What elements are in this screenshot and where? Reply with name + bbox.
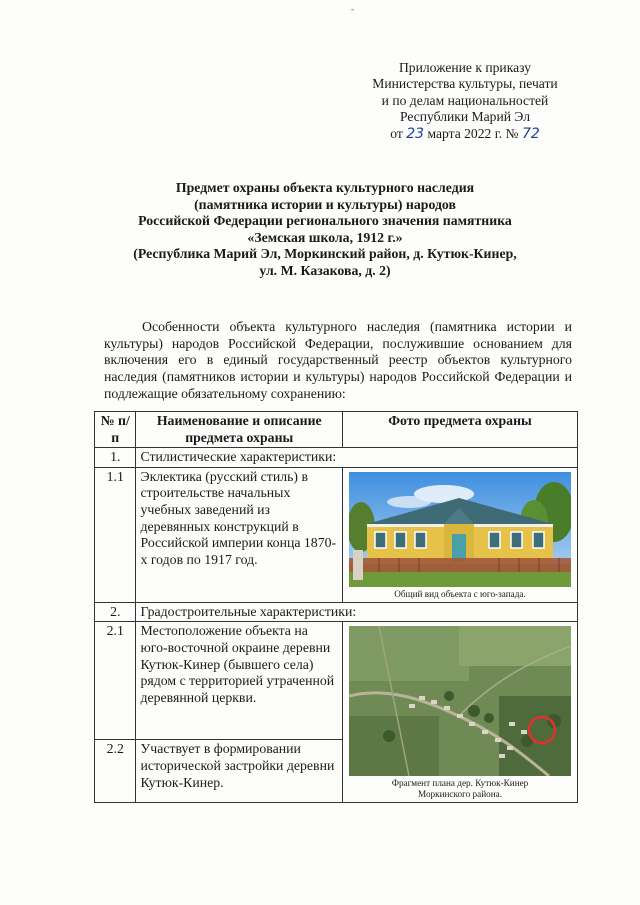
header-photo: Фото предмета охраны <box>343 412 578 448</box>
map-caption-line: Моркинского района. <box>418 789 502 800</box>
row-text: Участвует в формировании исторической застройки деревни Кутюк-Кинер. <box>136 740 343 803</box>
handwritten-number: 72 <box>521 125 540 142</box>
section-num: 2. <box>95 602 136 622</box>
title-line: Предмет охраны объекта культурного наследия <box>175 180 475 195</box>
intro-paragraph: Особенности объекта культурного наследия (памятника истории и культуры) народов Российской Федерации, послужившие основанием для включения его в единый государственный реестр объектов культурного наследия (памятников истории и культуры) народов Российской Федерации и подлежащие обязательному сохранению: <box>104 319 572 401</box>
title-line: ул. М. Казакова, д. 2) <box>259 262 391 278</box>
row-num: 2.2 <box>95 740 136 803</box>
row-text: Местоположение объекта на юго-восточной окраине деревни Кутюк-Кинер (бывшего села) рядом с территорией утраченной деревянной церкви. <box>136 622 343 740</box>
title-line: «Земская школа, 1912 г.» <box>247 229 403 245</box>
section-row <box>95 602 578 622</box>
section-row <box>95 448 578 468</box>
row-num: 2.1 <box>95 622 136 740</box>
section-title: Градостроительные характеристики: <box>136 602 578 622</box>
map-cell <box>343 622 578 803</box>
title-line: Российской Федерации регионального значения памятника <box>138 213 512 229</box>
header-mark: - <box>351 4 354 14</box>
section-title: Стилистические характеристики: <box>136 448 578 468</box>
row-num: 1.1 <box>95 467 136 602</box>
handwritten-day: 23 <box>406 125 425 142</box>
table-row <box>95 467 578 602</box>
date-rest: марта 2022 г. № <box>427 125 519 141</box>
title-line: (Республика Марий Эл, Моркинский район, д. Кутюк-Кинер, <box>133 246 517 262</box>
photo-caption: Общий вид объекта с юго-запада. <box>394 588 526 599</box>
appendix-date <box>360 126 570 142</box>
village-map-photo <box>349 626 571 776</box>
title-line: (памятника истории и культуры) народов <box>194 196 456 212</box>
appendix-line: Республики Марий Эл <box>399 109 531 125</box>
map-caption <box>349 778 571 800</box>
protection-table <box>94 411 578 803</box>
table-row <box>95 622 578 740</box>
appendix-block <box>360 60 570 142</box>
row-text: Эклектика (русский стиль) в строительстве начальных учебных заведений из деревянных конструкций в Российской империи конца 1870-х годов по 1917 год. <box>136 467 343 602</box>
table-header-row <box>95 412 578 448</box>
date-prefix: от <box>390 125 403 141</box>
header-name: Наименование и описание предмета охраны <box>136 412 343 448</box>
school-photo <box>349 472 571 587</box>
document-title <box>100 180 550 280</box>
map-caption-line: Фрагмент плана дер. Кутюк-Кинер <box>391 778 529 789</box>
header-num: № п/п <box>95 412 136 448</box>
appendix-line: и по делам национальностей <box>381 92 549 108</box>
section-num: 1. <box>95 448 136 468</box>
photo-cell <box>343 467 578 602</box>
appendix-line: Приложение к приказу <box>398 60 532 75</box>
appendix-line: Министерства культуры, печати <box>372 76 558 92</box>
